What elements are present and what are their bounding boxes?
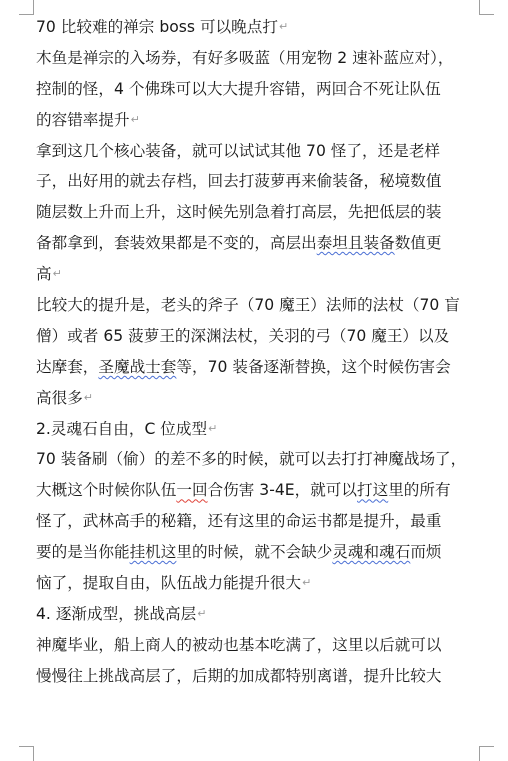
text-run: 里的时候，就不会缺少 (176, 543, 333, 562)
text-line (36, 259, 482, 290)
text-run: 比较大的提升是，老头的斧子（70 魔王）法师的法杖（70 盲 (36, 296, 460, 315)
text-run: 高 (36, 265, 52, 284)
paragraph-mark-icon: ↵ (130, 112, 140, 126)
spellcheck-underlined-text: 打这 (357, 481, 389, 500)
page-corner-mark-top-left (19, 0, 34, 15)
text-run: 等，70 装备逐渐替换，这个时候伤害会 (176, 357, 451, 376)
spellcheck-underlined-text: 圣魔战士套 (98, 357, 177, 376)
text-run: 达摩套， (36, 357, 99, 376)
text-run: 备都拿到，套装效果都是不变的，高层出 (36, 234, 317, 253)
text-run: 子，出好用的就去存档，回去打菠萝再来偷装备，秘境数值 (36, 172, 442, 191)
text-line (36, 506, 482, 537)
text-run: 合伤害 3-4E，就可以 (207, 481, 357, 500)
text-line (36, 383, 482, 414)
text-line (36, 352, 482, 383)
text-run: 大概这个时候你队伍 (36, 481, 177, 500)
text-run: 的容错率提升 (36, 110, 130, 129)
text-line (36, 43, 482, 74)
text-run: 而烦 (410, 543, 442, 562)
text-run: 70 装备刷（偷）的差不多的时候，就可以去打打神魔战场了， (36, 450, 467, 469)
text-line (36, 166, 482, 197)
text-run: 高很多 (36, 388, 83, 407)
page-corner-mark-bottom-left (19, 746, 34, 761)
paragraph-mark-icon: ↵ (208, 421, 218, 435)
text-line (36, 661, 482, 692)
spellcheck-underlined-text: 灵魂和魂石 (332, 543, 411, 562)
text-line (36, 105, 482, 136)
text-line (36, 12, 482, 43)
paragraph-mark-icon: ↵ (302, 576, 312, 590)
text-run: 里的所有 (388, 481, 451, 500)
paragraph-mark-icon: ↵ (278, 20, 289, 33)
text-run: 恼了，提取自由，队伍战力能提升很大 (36, 574, 302, 593)
text-run: 随层数上升而上升，这时候先别急着打高层，先把低层的装 (36, 203, 442, 222)
text-line (36, 444, 482, 475)
text-line (36, 321, 482, 352)
text-run: 数值更 (394, 234, 442, 253)
text-line (36, 290, 482, 321)
text-line (36, 568, 482, 599)
page-corner-mark-bottom-right (479, 746, 494, 761)
paragraph-mark-icon: ↵ (83, 390, 94, 404)
text-line (36, 74, 482, 105)
spellcheck-underlined-text: 挂机这 (129, 543, 177, 562)
text-line (36, 630, 482, 661)
paragraph-mark-icon: ↵ (197, 606, 207, 620)
text-run: 慢慢往上挑战高层了，后期的加成都特别离谱，提升比较大 (36, 666, 442, 685)
document-body[interactable] (36, 12, 482, 692)
text-run: 拿到这几个核心装备，就可以试试其他 70 怪了，还是老样 (36, 141, 441, 160)
paragraph-mark-icon: ↵ (52, 267, 62, 281)
text-line (36, 537, 482, 568)
text-line (36, 599, 482, 630)
text-run: 僧）或者 65 菠萝王的深渊法杖，关羽的弓（70 魔王）以及 (36, 326, 450, 345)
text-run: 控制的怪，4 个佛珠可以大大提升容错，两回合不死让队伍 (36, 79, 441, 98)
text-line (36, 414, 482, 445)
text-run: 木鱼是禅宗的入场券，有好多吸蓝（用宠物 2 速补蓝应对）， (36, 48, 454, 67)
text-line (36, 197, 482, 228)
text-line (36, 475, 482, 506)
text-run: 神魔毕业，船上商人的被动也基本吃满了，这里以后就可以 (36, 635, 442, 654)
text-run: 2.灵魂石自由，C 位成型 (36, 419, 208, 438)
text-run: 怪了，武林高手的秘籍，还有这里的命运书都是提升，最重 (36, 512, 442, 531)
text-run: 4. 逐渐成型，挑战高层 (36, 604, 197, 623)
text-line (36, 136, 482, 167)
text-run: 要的是当你能 (36, 543, 130, 562)
spellcheck-underlined-text: 泰坦且装备 (316, 234, 395, 253)
spellcheck-underlined-text: 一回 (176, 481, 208, 500)
text-run: 70 比较难的禅宗 boss 可以晚点打 (36, 18, 278, 36)
text-line (36, 228, 482, 259)
